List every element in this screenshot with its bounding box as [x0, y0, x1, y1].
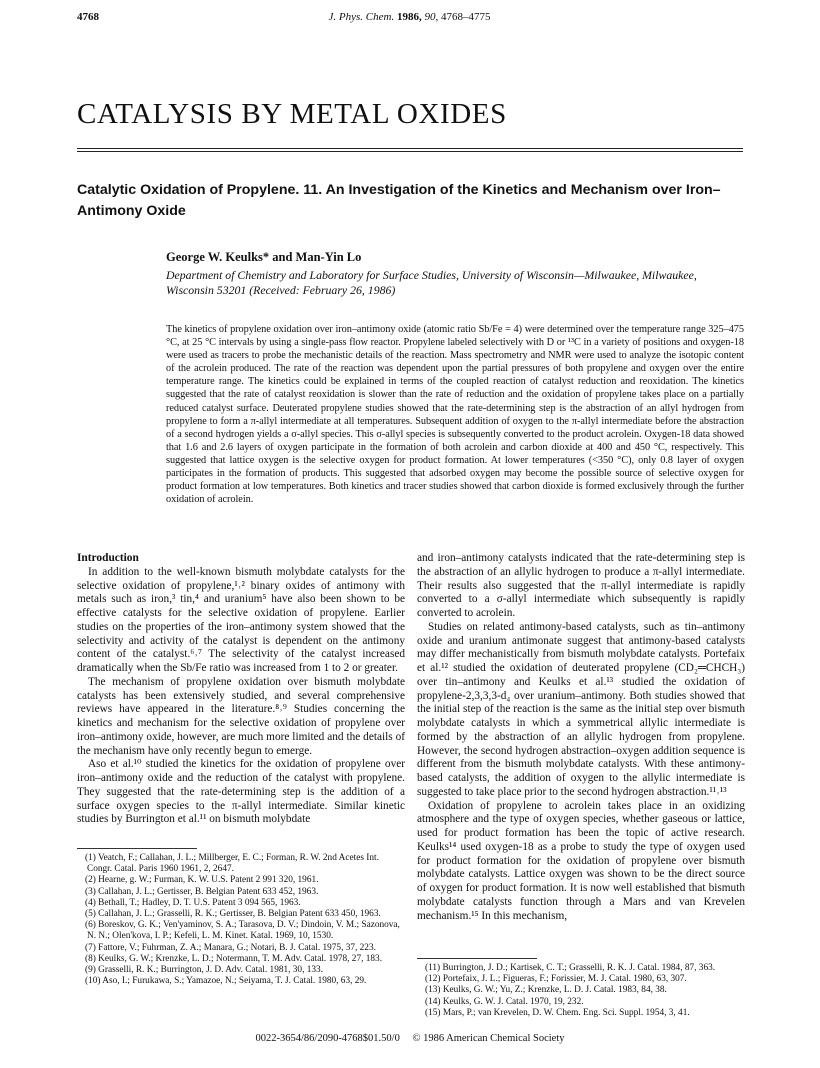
right-column [417, 552, 745, 923]
footnote: (14) Keulks, G. W. J. Catal. 1970, 19, 232. [425, 996, 584, 1007]
section-rule-top [77, 148, 743, 149]
footnote: (11) Burrington, J. D.; Kartisek, C. T.; Grasselli, R. K. J. Catal. 1984, 87, 363. [425, 963, 716, 973]
left-column [77, 552, 405, 827]
article-authors: George W. Keulks* and Man-Yin Lo [166, 250, 362, 264]
footnote: (6) Boreskov, G. K.; Ven'yaminov, S. A.; Tarasova, D. V.; Dindoin, V. M.; Sazonova, N. N.; Olen'kova, I. P.; Kefeli, L. M. Kinet. Katal. 1969, 10, 1530. [85, 920, 400, 942]
footnote: (9) Grasselli, R. K.; Burrington, J. D. Adv. Catal. 1981, 30, 133. [85, 965, 324, 976]
footnotes-right [417, 958, 745, 1019]
footnote: (2) Hearne, g. W.; Furman, K. W. U.S. Patent 2 991 320, 1961. [85, 875, 319, 886]
page-number: 4768 [77, 11, 99, 23]
footnote: (10) Aso, I.; Furukawa, S.; Yamazoe, N.; Seiyama, T. J. Catal. 1980, 63, 29. [85, 976, 367, 987]
running-header [77, 11, 742, 27]
journal-volume: 90, [424, 11, 439, 23]
journal-citation [77, 11, 742, 23]
body-paragraph: Aso et al.¹⁰ studied the kinetics for the oxidation of propylene over iron–antimony oxide and the reduction of the catalyst with propylene. They suggested that the rate-determining step is the addition of a surface oxygen species to the π-allyl intermediate. Similar kinetic studies by Burrington et al.¹¹ on bismuth molybdate [77, 758, 405, 826]
footnote: (15) Mars, P.; van Krevelen, D. W. Chem. Eng. Sci. Suppl. 1954, 3, 41. [425, 1007, 690, 1018]
footnote: (5) Callahan, J. L.; Grasselli, R. K.; Gertisser, B. Belgian Patent 633 450, 1963. [85, 909, 381, 920]
footnote: (12) Portefaix, J. L.; Figueras, F.; Forissier, M. J. Catal. 1980, 63, 307. [425, 974, 687, 985]
article-title: Catalytic Oxidation of Propylene. 11. An Investigation of the Kinetics and Mechanism over Iron–Antimony Oxide [77, 182, 721, 219]
abstract: The kinetics of propylene oxidation over iron–antimony oxide (atomic ratio Sb/Fe = 4) were determined over the temperature range 325–475 °C, at 25 °C intervals by using a single-pass flow reactor. Propylene labeled selectively with D or ¹³C in a variety of positions and oxygen-18 were used as tracers to probe the mechanistic details of the reaction. Mass spectrometry and NMR were used to analyze the isotopic content of the acrolein produced. The rate of the reaction was dependent upon the partial pressures of both propylene and oxygen over the entire temperature range. The kinetics could be explained in terms of the coupled reaction of catalyst reduction and reoxidation. The kinetics suggested that the rate of catalyst reoxidation is slower than the rate of reduction and the oxidation of propylene takes place on a partially reduced catalyst surface. Deuterated propylene studies showed that the rate-determining step is the abstraction of an allyl hydrogen from propylene to form a π-allyl intermediate at all temperatures. Subsequent addition of oxygen to the π-allyl intermediate before the abstraction of a second hydrogen yields a σ-allyl species. This σ-allyl species is subsequently converted to the product acrolein. Oxygen-18 data showed that 1.6 and 2.6 layers of oxygen participate in the formation of both acrolein and carbon dioxide at 400 and 450 °C, respectively. This suggested that lattice oxygen is the selective oxygen for product formation. At lower temperatures (<350 °C), only 0.8 layer of oxygen participates in the formation of products. This suggested that adsorbed oxygen may become the possible source of selective oxygen for product formation at low temperatures. Both kinetics and tracer studies showed that carbon dioxide is formed exclusively through the further oxidation of acrolein. [166, 324, 744, 506]
body-paragraph: Oxidation of propylene to acrolein takes place in an oxidizing atmosphere and the type of oxygen species, whether gaseous or lattice, used for product formation has been the topic of active research. Keulks¹⁴ used oxygen-18 as a probe to study the type of oxygen used for product formation for the oxidation of propylene over bismuth molybdate catalysts. Lattice oxygen was shown to be the direct source of oxygen for product formation. It is now well established that bismuth molybdate catalysts function through a Mars and van Krevelen mechanism.¹⁵ In this mechanism, [417, 799, 745, 922]
footnote: (8) Keulks, G. W.; Krenzke, L. D.; Notermann, T. M. Adv. Catal. 1978, 27, 183. [85, 953, 383, 964]
page-footer [0, 1033, 820, 1044]
footnote: (13) Keulks, G. W.; Yu, Z.; Krenzke, L. D. J. Catal. 1983, 84, 38. [425, 985, 667, 996]
footnote-rule [417, 958, 537, 959]
footnote: (3) Callahan, J. L.; Gertisser, B. Belgian Patent 633 452, 1963. [85, 886, 319, 897]
footer-code: 0022-3654/86/2090-4768$01.50/0 [255, 1033, 400, 1044]
article-affiliation: Department of Chemistry and Laboratory for Surface Studies, University of Wisconsin—Milwaukee, Milwaukee, Wisconsin 53201 (Received: February 26, 1986) [166, 268, 697, 297]
footnotes-left [77, 848, 405, 987]
footer-copyright: © 1986 American Chemical Society [412, 1033, 565, 1044]
body-paragraph: and iron–antimony catalysts indicated that the rate-determining step is the abstraction of an allylic hydrogen to produce a π-allyl intermediate. Their results also suggested that the π-allyl intermediate is rapidly converted to a σ-allyl intermediate which subsequently is rapidly converted to acrolein. [417, 552, 745, 619]
journal-year: 1986, [396, 11, 422, 23]
section-title: CATALYSIS BY METAL OXIDES [77, 98, 507, 130]
body-paragraph: Studies on related antimony-based catalysts, such as tin–antimony oxide and uranium antimonate suggest that antimony-based catalysts may differ mechanistically from bismuth molybdate catalysts. Portefaix et al.¹² studied the oxidation of deuterated propylene (CD₂═CHCH₃) over tin–antimony and Keulks et al.¹³ studied the oxidation of propylene-2,3,3,3-d₄ over uranium–antimony. Both studies showed that the initial step of the reaction is the same as the initial step over bismuth molybdate catalysts in which a symmetrical allylic intermediate is formed by the abstraction of an allylic hydrogen from propylene. However, the second hydrogen abstraction–oxygen addition sequence is different from the bismuth molybdate catalysts. With these antimony-based catalysts, the addition of oxygen to the allylic intermediate is suggested to take place prior to the second hydrogen abstraction.¹¹˒¹³ [417, 620, 745, 798]
intro-heading: Introduction [77, 552, 139, 564]
footnote: (7) Fattore, V.; Fuhrman, Z. A.; Manara, G.; Notari, B. J. Catal. 1975, 37, 223. [85, 942, 376, 953]
body-paragraph: The mechanism of propylene oxidation over bismuth molybdate catalysts has been extensively studied, and several comprehensive reviews have appeared in the literature.⁸˒⁹ Studies concerning the kinetics and mechanism for the selective oxidation of propylene over iron–antimony oxide, however, are much more limited and the details of the mechanism have only recently begun to emerge. [77, 675, 405, 757]
footnote: (1) Veatch, F.; Callahan, J. L.; Millberger, E. C.; Forman, R. W. 2nd Acetes Int. Congr. Catal. Paris 1960 1961, 2, 2647. [85, 853, 379, 875]
footnote-rule [77, 848, 197, 849]
journal-name: J. Phys. Chem. [328, 11, 395, 23]
body-paragraph: In addition to the well-known bismuth molybdate catalysts for the selective oxidation of propylene,¹˒² binary oxides of antimony with metals such as iron,³ tin,⁴ and uranium⁵ have also been shown to be effective catalysts for the selective oxidation of propylene. Earlier studies on the properties of the iron–antimony system showed that the selectivity and activity of the catalyst is dependent on the antimony content of the catalyst.⁶˒⁷ The selectivity of the catalyst increased dramatically when the Sb/Fe ratio was increased from 1 to 2 or greater. [77, 565, 405, 674]
section-rule-bottom [77, 151, 743, 152]
footnote: (4) Bethall, T.; Hadley, D. T. U.S. Patent 3 094 565, 1963. [85, 897, 301, 908]
journal-pages: 4768–4775 [440, 11, 491, 23]
